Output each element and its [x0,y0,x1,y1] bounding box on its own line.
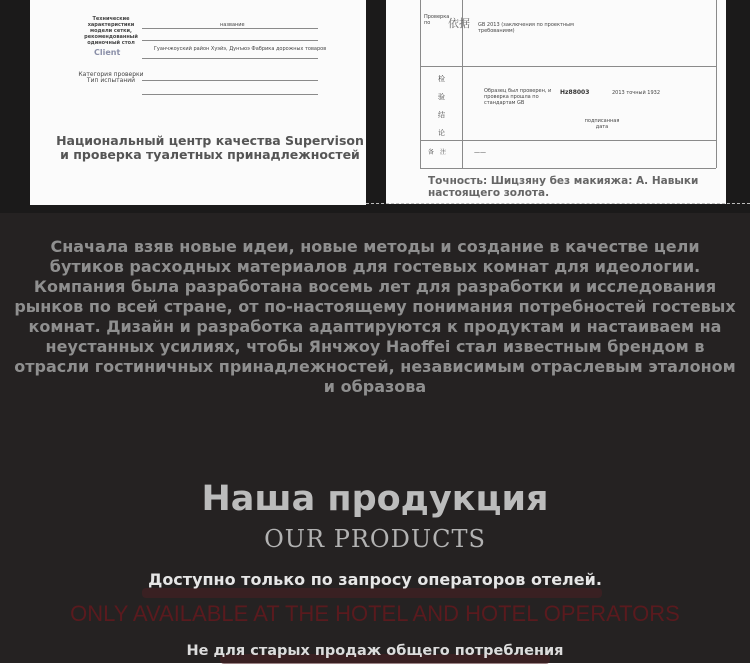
doc-left-middle-text: Гуанчжоуский район Хуэйэ, Дунъюэ Фабрика дорожных товаров [153,46,327,52]
doc-right-row-label: 检 [438,75,445,83]
doc-left-line-1 [142,28,318,29]
not-retail-notice: Не для старых продаж общего потребления [186,643,564,659]
doc-right-row-line-1 [420,66,716,67]
certificate-document-left [30,0,366,205]
doc-left-caption: Национальный центр качества Supervison и проверка туалетных принадлежностей [56,133,364,162]
certificate-document-right [386,0,726,204]
doc-right-seal-text: подписанная дата [584,118,620,130]
products-subtitle: OUR PRODUCTS [264,525,486,553]
doc-left-category-text: Категория проверки Тип испытаний [78,71,144,84]
doc-left-line-2 [142,40,318,41]
availability-notice-ru: Доступно только по запросу операторов отелей. [148,570,602,589]
doc-right-stamp-text: 依据 [448,17,470,30]
doc-right-row-line-3 [420,168,716,169]
doc-right-header-right: GB 2013 (заключения по проектным требованиям) [478,22,574,34]
doc-right-year-text: 2013 точный 1932 [612,90,661,96]
doc-right-border-right [716,0,717,168]
doc-right-row-label: 验 [438,93,445,101]
doc-right-header-col: Проверка по [424,14,450,26]
doc-right-row-labels [438,70,448,142]
doc-left-top-text: Технические характеристики модели сетки, рекомендованный одиночный стол [84,16,138,46]
dashed-divider [366,203,750,204]
doc-right-report-code: Hz88003 [560,89,590,96]
doc-right-row-line-2 [420,140,716,141]
doc-left-line-5 [142,94,318,95]
doc-left-line-4 [142,80,318,81]
doc-right-row-label: 结 [438,111,445,119]
doc-right-remark-value: —— [474,149,486,156]
doc-right-conclusion-text: Образец был проверен, и проверка прошла по стандартам GB [484,88,552,106]
doc-right-remark-label: 备 注 [428,149,447,156]
intro-paragraph: Сначала взяв новые идеи, новые методы и создание в качестве цели бутиков расходных материалов для гостевых комнат для идеологии. Компания была разработана восемь лет для разработки и исследования рынков по всей стране, от по-настоящему понимания потребностей гостевых комнат. Дизайн и разработка адаптируются к продуктам и настаиваем на неустанных усилиях, чтобы Янчжоу Haoffei стал известным брендом в отрасли гостиничных принадлежностей, независимым отраслевым эталоном и образова [14,237,736,396]
doc-left-line-3 [142,58,318,59]
doc-right-caption: Точность: Шицзяну без макияжа: А. Навыки настоящего золота. [428,175,699,199]
availability-notice-en: ONLY AVAILABLE AT THE HOTEL AND HOTEL OPERATORS [70,601,680,626]
doc-left-top-right-text: название [220,22,245,28]
doc-right-row-label: 论 [438,129,445,137]
products-title: Наша продукция [201,479,549,519]
doc-right-border-left [420,0,421,168]
doc-left-client-label: Client [94,48,121,57]
